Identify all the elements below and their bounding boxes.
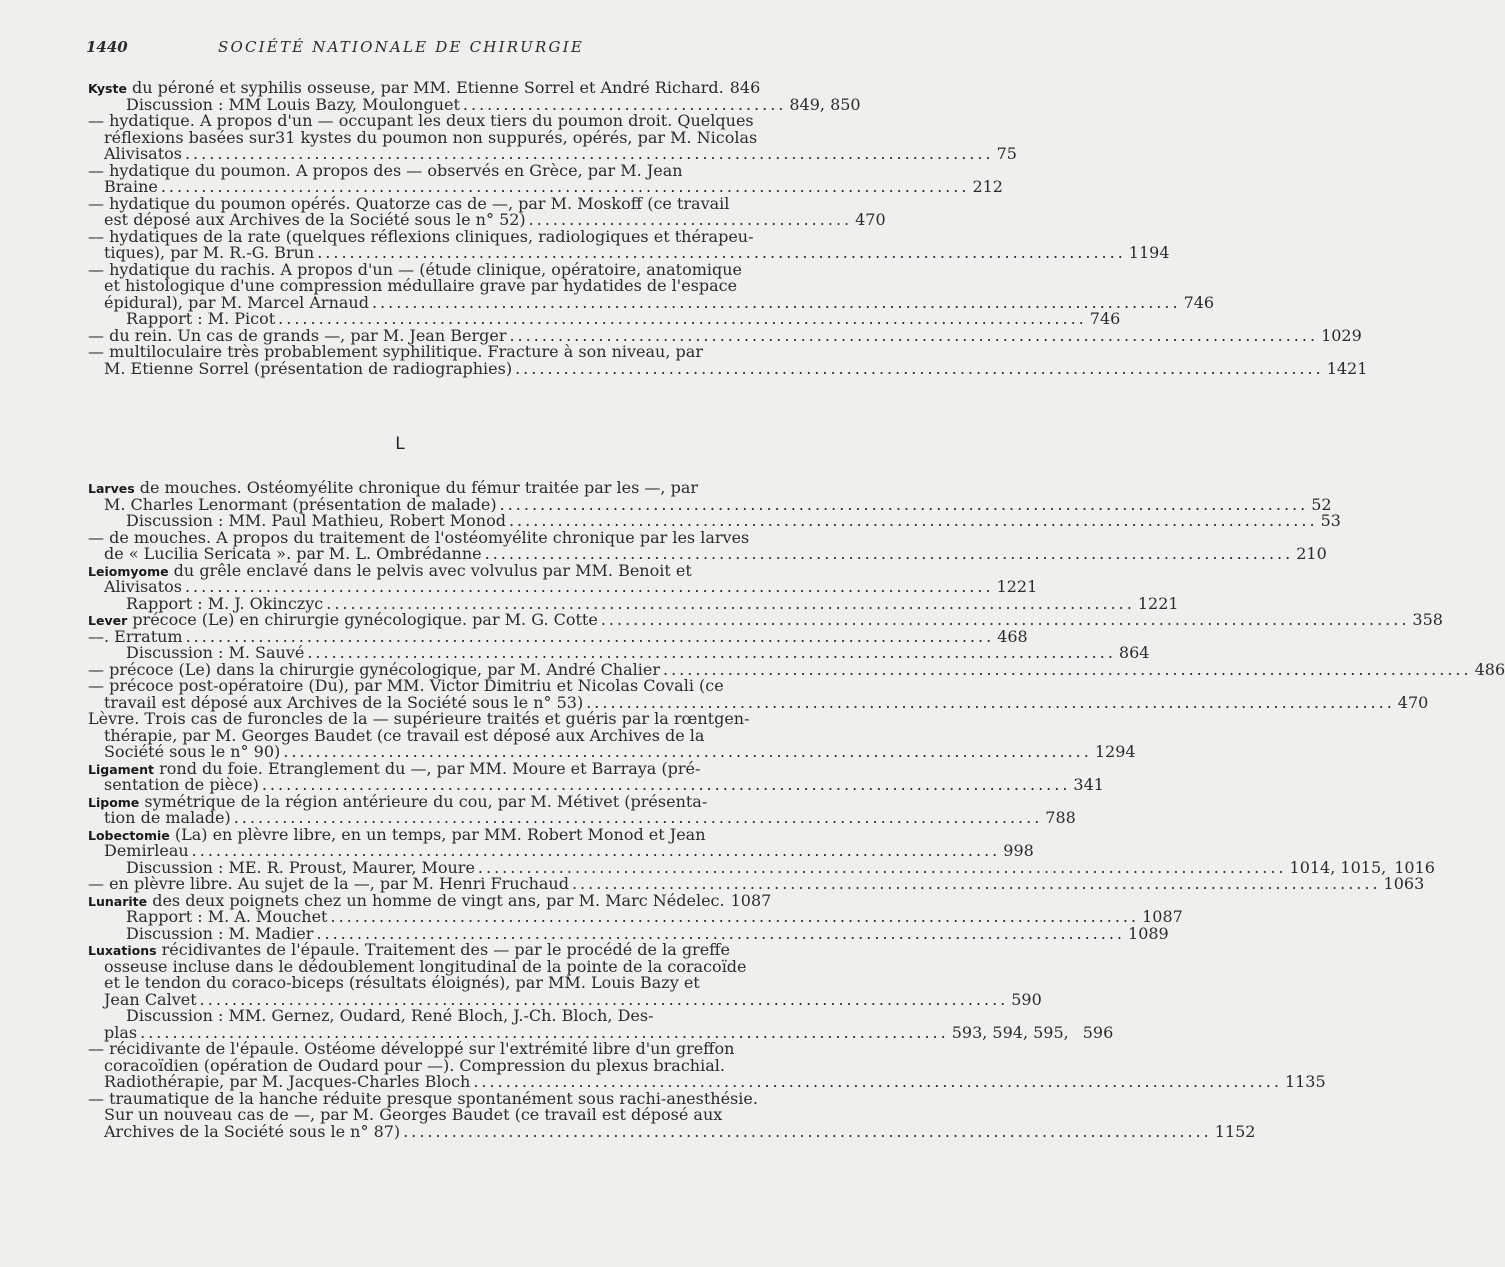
page-ref: 1221 [1137,593,1179,613]
entry-text: est déposé aux Archives de la Société sous le n° 52) [104,210,526,229]
page-ref: 1087 [1142,907,1183,926]
entry-text: Discussion : M. Sauvé [126,643,305,662]
page-ref: 1089 [1128,923,1169,943]
entry-text: M. Etienne Sorrel (présentation de radiographies) [104,358,513,378]
entry-text: — hydatiques de la rate (quelques réflexions cliniques, radiologiques et thérapeu- [88,226,754,246]
entry-text: — précoce (Le) dans la chirurgie gynécologique, par M. André Chalier [88,659,660,679]
index-entry: Discussion : M. Madier .................................................................................................... 1089 [126,923,1169,943]
entry-text: coracoïdien (opération de Oudard pour —). Compression du plexus brachial. [104,1055,725,1075]
index-entry: Discussion : MM. Paul Mathieu, Robert Monod .................................................................................................... 53 [126,511,1341,530]
entry-text: — multiloculaire très probablement syphilitique. Fracture à son niveau, par [88,342,703,361]
page-ref: 788 [1045,808,1076,827]
entry-text: Lever précoce (Le) en chirurgie gynécologique. par M. G. Cotte [88,610,598,629]
entry-text: osseuse incluse dans le dédoublement longitudinal de la pointe de la coracoïde [104,956,747,976]
index-entry: Société sous le n° 90) .................................................................................................... 1294 [104,742,1136,761]
page-ref: 1029 [1321,325,1362,345]
entry-text: tiques), par M. R.-G. Brun [104,243,315,262]
entry-text: de « Lucilia Sericata ». par M. L. Ombrédanne [104,544,482,563]
index-entry: de « Lucilia Sericata ». par M. L. Ombrédanne .................................................................................................... 210 [104,544,1327,563]
page-ref: 1135 [1284,1072,1326,1091]
page-ref: 486 [1474,659,1505,679]
page-ref: 358 [1412,610,1443,629]
entry-text: Société sous le n° 90) [104,742,281,761]
entry-text: Sur un nouveau cas de —, par M. Georges Baudet (ce travail est déposé aux [104,1105,723,1124]
index-entry: plas .................................................................................................... 593, 594, 595, 596 [104,1022,1114,1042]
entry-text: Alivisatos [104,577,182,596]
page-ref: 52 [1311,494,1332,514]
page-ref: 212 [972,177,1003,196]
page-ref: 998 [1003,841,1034,860]
entry-text: — hydatique du rachis. A propos d'un — (étude clinique, opératoire, anatomique [88,259,742,279]
index-entry: Braine .................................................................................................... 212 [104,177,1003,196]
page-number: 1440 [86,38,128,56]
entry-text: Discussion : M. Madier [126,923,314,943]
page-ref: 1063 [1383,874,1425,893]
entry-text: Ligament rond du foie. Etranglement du —, par MM. Moure et Barraya (pré- [88,758,701,778]
index-entry: Jean Calvet .................................................................................................... 590 [104,989,1042,1009]
page-ref: 468 [997,626,1028,646]
entry-text: Lobectomie (La) en plèvre libre, en un temps, par MM. Robert Monod et Jean [88,824,706,844]
entry-text: Jean Calvet [104,989,197,1009]
page-ref: 1087 [730,890,772,910]
entry-text: Rapport : M. J. Okinczyc [126,593,324,613]
entry-text: — traumatique de la hanche réduite presque spontanément sous rachi-anesthésie. [88,1088,758,1108]
page-ref: 1152 [1214,1121,1256,1141]
index-entry: Discussion : MM Louis Bazy, Moulonguet ........................................ 849, 850 [126,94,861,114]
entry-text: épidural), par M. Marcel Arnaud [104,292,369,312]
entry-text: Discussion : MM Louis Bazy, Moulonguet [126,94,460,114]
page-ref: 53 [1320,511,1341,530]
entry-text: — précoce post-opératoire (Du), par MM. Victor Dimitriu et Nicolas Covali (ce [88,676,724,695]
entry-text: Rapport : M. A. Mouchet [126,907,328,926]
index-entry: est déposé aux Archives de la Société sous le n° 52) ........................................ 470 [104,210,886,229]
entry-text: M. Charles Lenormant (présentation de malade) [104,494,497,514]
index-entry: Alivisatos .................................................................................................... 1221 [104,577,1038,596]
page-ref: 470 [855,210,886,229]
page-ref: 75 [996,144,1017,163]
entry-text: —. Erratum [88,626,183,646]
entry-text: Rapport : M. Picot [126,309,276,328]
section-letter: L [395,434,405,454]
entry-text: — récidivante de l'épaule. Ostéome développé sur l'extrémité libre d'un greffon [88,1039,735,1058]
entry-text: travail est déposé aux Archives de la Société sous le n° 53) [104,692,584,712]
entry-text: Archives de la Société sous le n° 87) [104,1121,401,1141]
index-entry: —. Erratum .................................................................................................... 468 [88,626,1028,646]
page-ref: 341 [1073,775,1104,794]
page-ref: 864 [1118,643,1150,662]
entry-text: — du rein. Un cas de grands —, par M. Jean Berger [88,325,507,345]
page-ref: 1194 [1128,243,1170,262]
index-entry: Rapport : M. A. Mouchet .................................................................................................... 1087 [126,907,1183,926]
journal-title: SOCIÉTÉ NATIONALE DE CHIRURGIE [218,38,584,56]
index-entry: — en plèvre libre. Au sujet de la —, par M. Henri Fruchaud .................................................................................................... 1063 [88,874,1425,893]
running-head [86,38,716,58]
page-ref: 1221 [996,577,1038,596]
entry-text: Braine [104,177,158,196]
index-entry: Lever précoce (Le) en chirurgie gynécologique. par M. G. Cotte .................................................................................................... 358 [88,610,1443,629]
page-ref: 596 [1082,1022,1114,1042]
page-ref: 849, 850 [789,94,861,114]
index-entry: Discussion : ME. R. Proust, Maurer, Moure .................................................................................................... 1014, 1015, 1016 [126,857,1435,877]
entry-text: Alivisatos [104,144,182,163]
entry-text: Lipome symétrique de la région antérieure du cou, par M. Métivet (présenta- [88,791,708,811]
entry-text: et le tendon du coraco-biceps (résultats éloignés), par MM. Louis Bazy et [104,973,700,992]
entry-text: réflexions basées sur31 kystes du poumon non suppurés, opérés, par M. Nicolas [104,127,758,147]
entry-text: Demirleau [104,841,189,860]
page-ref: 593, 594, 595, [951,1022,1069,1042]
index-entry: sentation de pièce) .................................................................................................... 341 [104,775,1104,794]
entry-text: Discussion : ME. R. Proust, Maurer, Moure [126,857,475,877]
page-ref: 746 [1089,309,1121,328]
index-entry: Discussion : M. Sauvé .................................................................................................... 864 [126,643,1150,662]
index-entry: Archives de la Société sous le n° 87) .................................................................................................... 1152 [104,1121,1256,1141]
page-ref: 1016 [1394,857,1435,877]
entry-text: Leiomyome du grêle enclavé dans le pelvis avec volvulus par MM. Benoit et [88,560,692,580]
entry-text: thérapie, par M. Georges Baudet (ce travail est déposé aux Archives de la [104,725,705,745]
entry-text: sentation de pièce) [104,775,259,794]
entry-text: — hydatique du poumon opérés. Quatorze cas de —, par M. Moskoff (ce travail [88,193,730,213]
index-entry: M. Charles Lenormant (présentation de malade) .................................................................................................... 52 [104,494,1332,514]
index-entry: travail est déposé aux Archives de la Société sous le n° 53) .................................................................................................... 470 [104,692,1429,712]
entry-text: plas [104,1022,138,1042]
page-ref: 590 [1011,989,1042,1009]
entry-text: Discussion : MM. Gernez, Oudard, René Bloch, J.-Ch. Bloch, Des- [126,1006,654,1025]
index-section-l [88,478,1505,1141]
index-entry: tiques), par M. R.-G. Brun .................................................................................................... 1194 [104,243,1170,262]
entry-text: Larves de mouches. Ostéomyélite chronique du fémur traitée par les —, par [88,478,698,497]
index-entry: Alivisatos .................................................................................................... 75 [104,144,1017,163]
index-entry: épidural), par M. Marcel Arnaud .................................................................................................... 746 [104,292,1215,312]
page-ref: 1294 [1094,742,1136,761]
entry-text: — de mouches. A propos du traitement de l'ostéomyélite chronique par les larves [88,527,750,547]
entry-text: Lèvre. Trois cas de furoncles de la — supérieure traités et guéris par la rœntgen- [88,709,750,728]
entry-text: Discussion : MM. Paul Mathieu, Robert Monod [126,511,506,530]
index-entry: tion de malade) .................................................................................................... 788 [104,808,1076,827]
entry-text: Radiothérapie, par M. Jacques-Charles Bloch [104,1072,471,1091]
index-entry: — précoce (Le) dans la chirurgie gynécologique, par M. André Chalier .................................................................................................... 486 [88,659,1505,679]
index-entry: Radiothérapie, par M. Jacques-Charles Bloch .................................................................................................... 1135 [104,1072,1326,1091]
index-entry: M. Etienne Sorrel (présentation de radiographies) .................................................................................................... 1421 [104,358,1368,378]
entry-text: et histologique d'une compression médullaire grave par hydatides de l'espace [104,276,738,295]
entry-text: Lunarite des deux poignets chez un homme de vingt ans, par M. Marc Nédelec. [88,890,725,910]
page-ref: 1014, 1015, [1289,857,1387,877]
page-ref: 210 [1296,544,1327,563]
entry-text: — hydatique. A propos d'un — occupant les deux tiers du poumon droit. Quelques [88,111,754,130]
page-ref: 746 [1183,292,1215,312]
entry-text: — en plèvre libre. Au sujet de la —, par M. Henri Fruchaud [88,874,569,893]
entry-text: Luxations récidivantes de l'épaule. Traitement des — par le procédé de la greffe [88,940,731,959]
index-entry: Rapport : M. Picot .................................................................................................... 746 [126,309,1121,328]
index-entry [88,78,761,97]
entry-text: Kyste du péroné et syphilis osseuse, par MM. Etienne Sorrel et André Richard. [88,78,724,97]
entry-text: — hydatique du poumon. A propos des — observés en Grèce, par M. Jean [88,160,683,180]
page-ref: 846 [729,78,761,97]
page-ref: 470 [1397,692,1429,712]
page-ref: 1421 [1326,358,1368,378]
index-entry: Rapport : M. J. Okinczyc .................................................................................................... 1221 [126,593,1179,613]
index-entry: Demirleau .................................................................................................... 998 [104,841,1034,860]
entry-text: tion de malade) [104,808,231,827]
index-entry [88,890,772,910]
index-entry: — du rein. Un cas de grands —, par M. Jean Berger .................................................................................................... 1029 [88,325,1362,345]
index-section-k [88,78,1368,378]
